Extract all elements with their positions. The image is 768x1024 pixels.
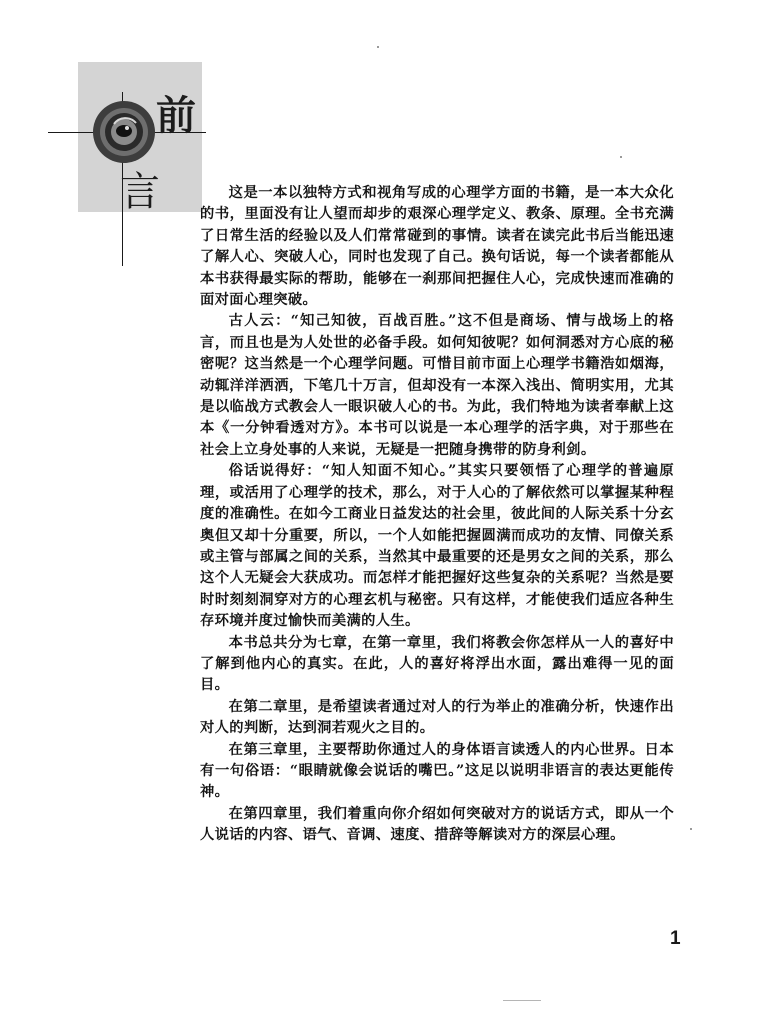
paragraph: 在第三章里，主要帮助你通过人的身体语言读透人的内心世界。日本有一句俗语：“眼睛就像会说话的嘴巴。”这足以说明非语言的表达更能传神。 [200,741,674,801]
paragraph: 在第四章里，我们着重向你介绍如何突破对方的说话方式，即从一个人说话的内容、语气、音调、速度、措辞等解读对方的深层心理。 [200,805,674,844]
bottom-scan-mark [503,1000,541,1001]
paragraph: 本书总共分为七章，在第一章里，我们将教会你怎样从一人的喜好中了解到他内心的真实。在此，人的喜好将浮出水面，露出难得一见的面目。 [200,634,674,694]
decorative-emblem-icon [92,100,156,164]
paragraph: 这是一本以独特方式和视角写成的心理学方面的书籍，是一本大众化的书，里面没有让人望而却步的艰深心理学定义、教条、原理。全书充满了日常生活的经验以及人们常常碰到的事情。读者在读完此书后当能迅速了解人心、突破人心，同时也发现了自己。换句话说，每一个读者都能从本书获得最实际的帮助，能够在一刹那间把握住人心，完成快速而准确的面对面心理突破。 [200,185,674,309]
title-character-qian: 前 [156,92,196,139]
paragraph: 古人云：“知己知彼，百战百胜。”这不但是商场、情与战场上的格言，而且也是为人处世的必备手段。如何知彼呢？如何洞悉对方心底的秘密呢？这当然是一个心理学问题。可惜目前市面上心理学书籍浩如烟海，动辄洋洋洒洒，下笔几十万言，但却没有一本深入浅出、简明实用，尤其是以临战方式教会人一眼识破人心的书。为此，我们特地为读者奉献上这本《一分钟看透对方》。本书可以说是一本心理学的活字典，对于那些在社会上立身处事的人来说，无疑是一把随身携带的防身利剑。 [200,313,674,458]
paragraph: 俗话说得好：“知人知面不知心。”其实只要领悟了心理学的普遍原理，或活用了心理学的技术，那么，对于人心的了解依然可以掌握某种程度的准确性。在如今工商业日益发达的社会里，彼此间的人际关系十分玄奥但又却十分重要，所以，一个人如能把握圆满而成功的友情、同僚关系或主管与部属之间的关系，当然其中最重要的还是男女之间的关系，那么这个人无疑会大获成功。而怎样才能把握好这些复杂的关系呢？当然是要时时刻刻洞穿对方的心理玄机与秘密。只有这样，才能使我们适应各种生存环境并度过愉快而美满的人生。 [200,463,674,630]
paragraph: 在第二章里，是希望读者通过对人的行为举止的准确分析，快速作出对人的判断，达到洞若观火之目的。 [200,698,674,737]
title-character-yan: 言 [120,169,160,215]
scan-speck [377,46,379,48]
scan-speck [690,828,692,830]
preface-body [200,183,674,847]
page-number: 1 [670,928,681,949]
scan-speck [620,156,622,158]
